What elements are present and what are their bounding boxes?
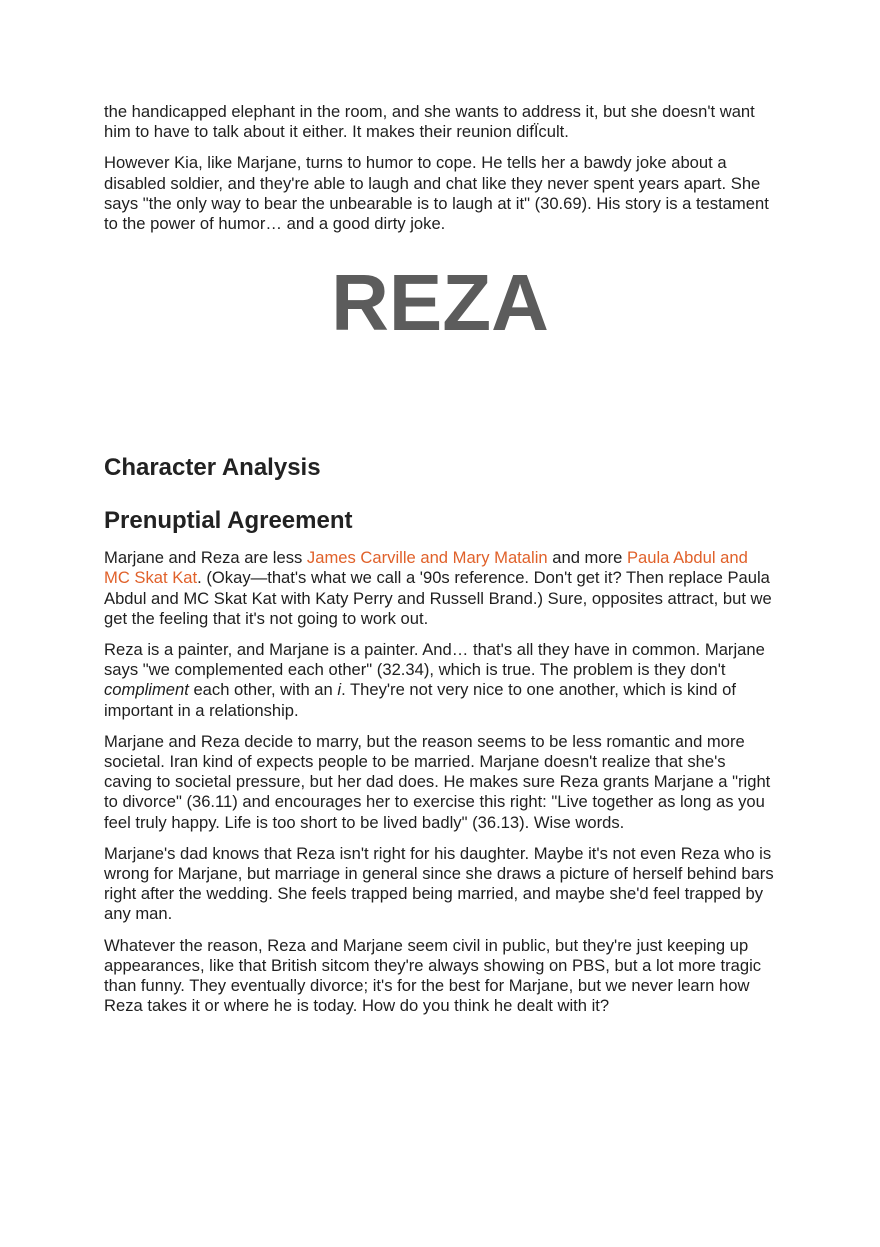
document-page xyxy=(104,102,776,1027)
prenup-paragraph-3: Marjane and Reza decide to marry, but the reason seems to be less romantic and more societal. Iran kind of expects people to be married. Marjane doesn't realize that she's caving to societal pressure, but her dad does. He makes sure Reza grants Marjane a "right to divorce" (36.11) and encourages her to exercise this right: "Live together as long as you feel truly happy. Life is too short to be lived badly" (36.13). Wise words. xyxy=(104,731,771,832)
text-span: Marjane and Reza are less xyxy=(104,548,307,568)
link-abdul-skat-kat[interactable]: Paula Abdul and MC Skat Kat xyxy=(104,548,748,588)
section-title: REZA xyxy=(331,258,549,348)
prenup-paragraph-1 xyxy=(104,548,776,629)
prenup-paragraph-4: Marjane's dad knows that Reza isn't right for his daughter. Maybe it's not even Reza who is wrong for Marjane, but marriage in general since she draws a picture of herself behind bars right after the wedding. She feels trapped being married, and maybe she'd feel trapped by any man. xyxy=(104,843,774,924)
text-span: . They're not very nice to one another, which is kind of important in a relationship. xyxy=(104,680,736,720)
prenup-paragraph-2 xyxy=(104,640,776,721)
prenuptial-agreement-heading: Prenuptial Agreement xyxy=(104,507,353,535)
text-span: Reza is a painter, and Marjane is a painter. And… that's all they have in common. Marjane says "we complemented each other" (32.34), which is true. The problem is they don't xyxy=(104,640,765,680)
character-analysis-heading: Character Analysis xyxy=(104,454,321,482)
intro-paragraph-2: However Kia, like Marjane, turns to humor to cope. He tells her a bawdy joke about a disabled soldier, and they're able to laugh and chat like they never spent years apart. She says "the only way to bear the unbearable is to laugh at it" (30.69). His story is a testament to the power of humor… and a good dirty joke. xyxy=(104,153,769,234)
prenup-paragraph-5: Whatever the reason, Reza and Marjane seem civil in public, but they're just keeping up appearances, like that British sitcom they're always showing on PBS, but a lot more tragic than funny. They eventually divorce; it's for the best for Marjane, but we never learn how Reza takes it or where he is today. How do you think he dealt with it? xyxy=(104,935,762,1016)
emphasis-i: i xyxy=(337,680,342,700)
text-span: and more xyxy=(547,548,627,568)
text-span: . (Okay—that's what we call a '90s reference. Don't get it? Then replace Paula Abdul and MC Skat Kat with Katy Perry and Russell Brand.) Sure, opposites attract, but we get the feeling that it's not going to work out. xyxy=(104,568,772,628)
link-carville-matalin[interactable]: James Carville and Mary Matalin xyxy=(306,548,548,568)
text-span: each other, with an xyxy=(188,680,338,700)
intro-paragraph-1: the handicapped elephant in the room, and she wants to address it, but she doesn't want him to have to talk about it either. It makes their reunion difÏcult. xyxy=(104,102,755,142)
emphasis-compliment: compliment xyxy=(104,680,189,700)
